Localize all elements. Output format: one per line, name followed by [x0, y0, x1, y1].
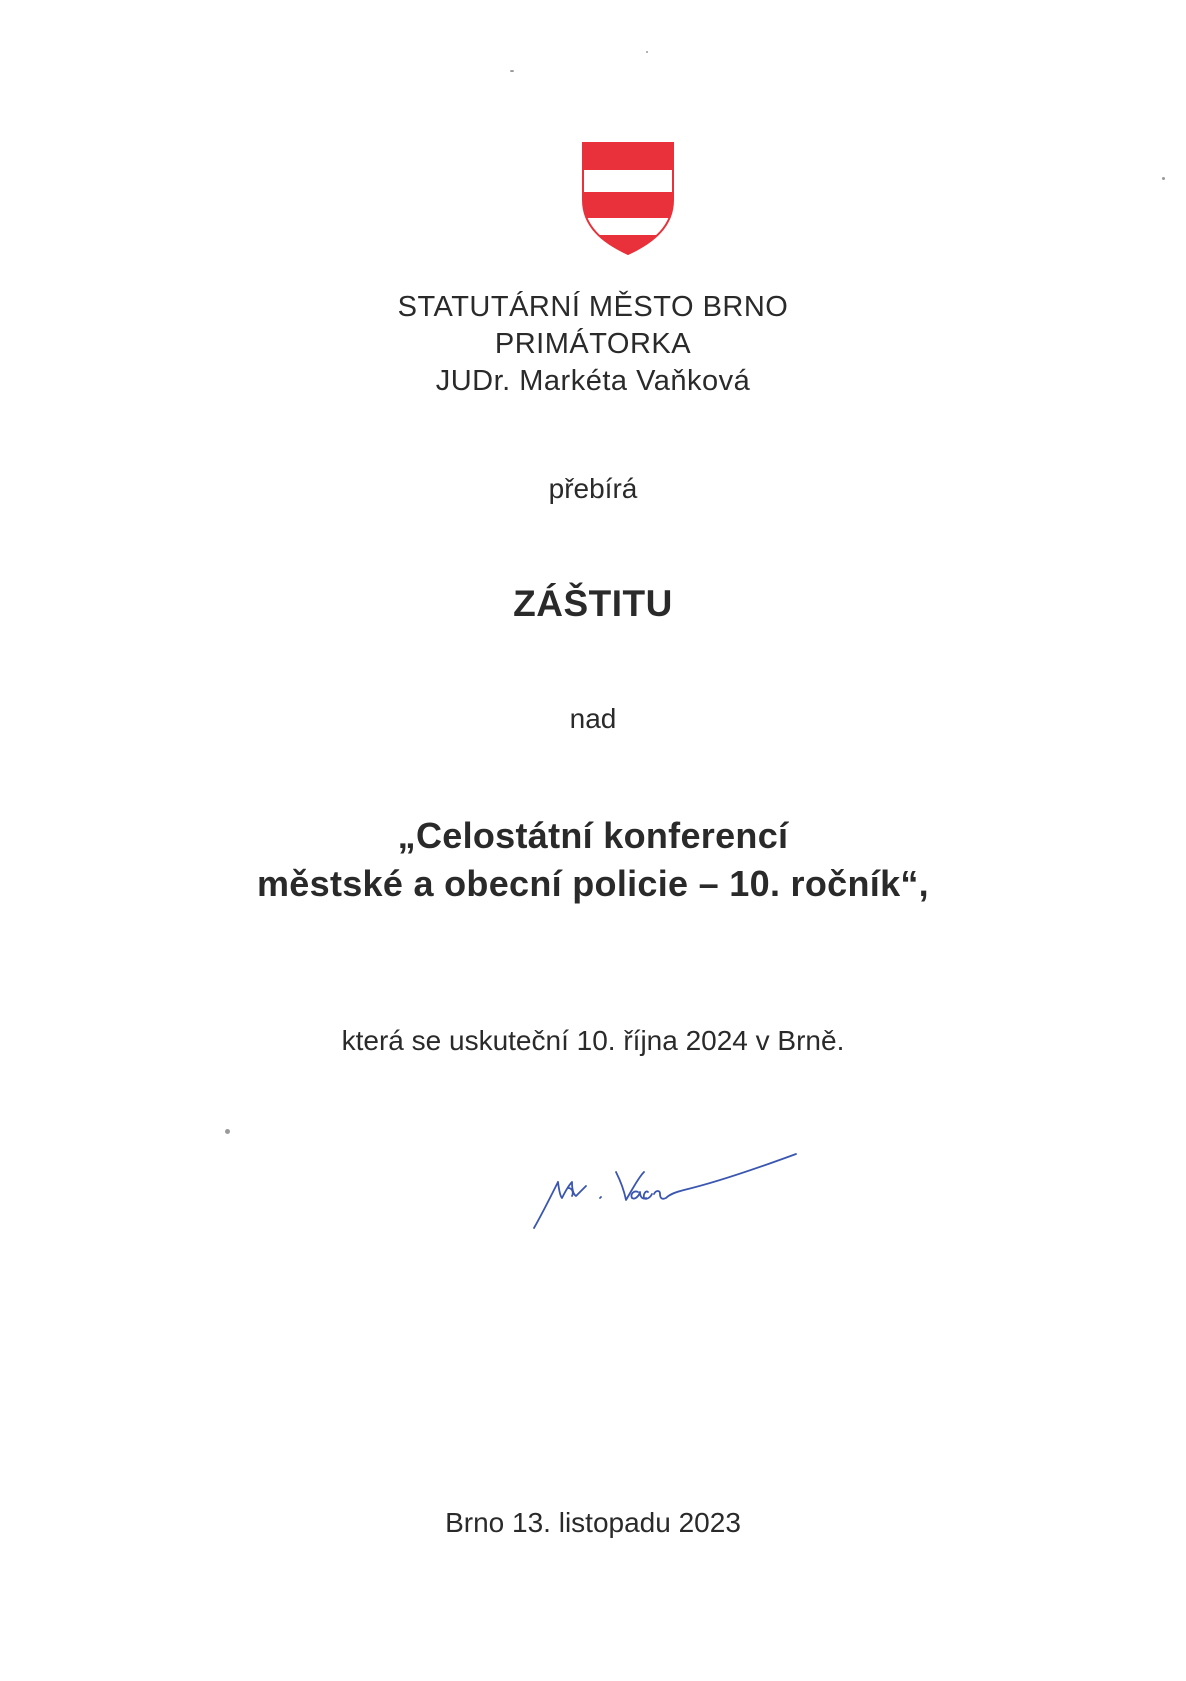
paper-speck [510, 70, 514, 72]
event-title-line-2: městské a obecní policie – 10. ročník“, [257, 863, 929, 904]
issuer-name: JUDr. Markéta Vaňková [435, 365, 751, 397]
event-detail: která se uskuteční 10. října 2024 v Brně. [341, 1025, 845, 1056]
heading-title: ZÁŠTITU [513, 583, 673, 624]
event-title-line-1: „Celostátní konferencí [397, 815, 789, 856]
verb-text: přebírá [548, 473, 638, 504]
paper-speck [225, 1129, 230, 1134]
paper-speck [1162, 177, 1165, 180]
preposition-text: nad [569, 703, 617, 734]
brno-coat-of-arms-icon [582, 142, 674, 255]
issuer-office: PRIMÁTORKA [494, 328, 692, 360]
place-date: Brno 13. listopadu 2023 [445, 1507, 741, 1538]
issuer-city: STATUTÁRNÍ MĚSTO BRNO [397, 291, 789, 323]
handwritten-signature [528, 1132, 818, 1232]
paper-speck [646, 51, 648, 53]
